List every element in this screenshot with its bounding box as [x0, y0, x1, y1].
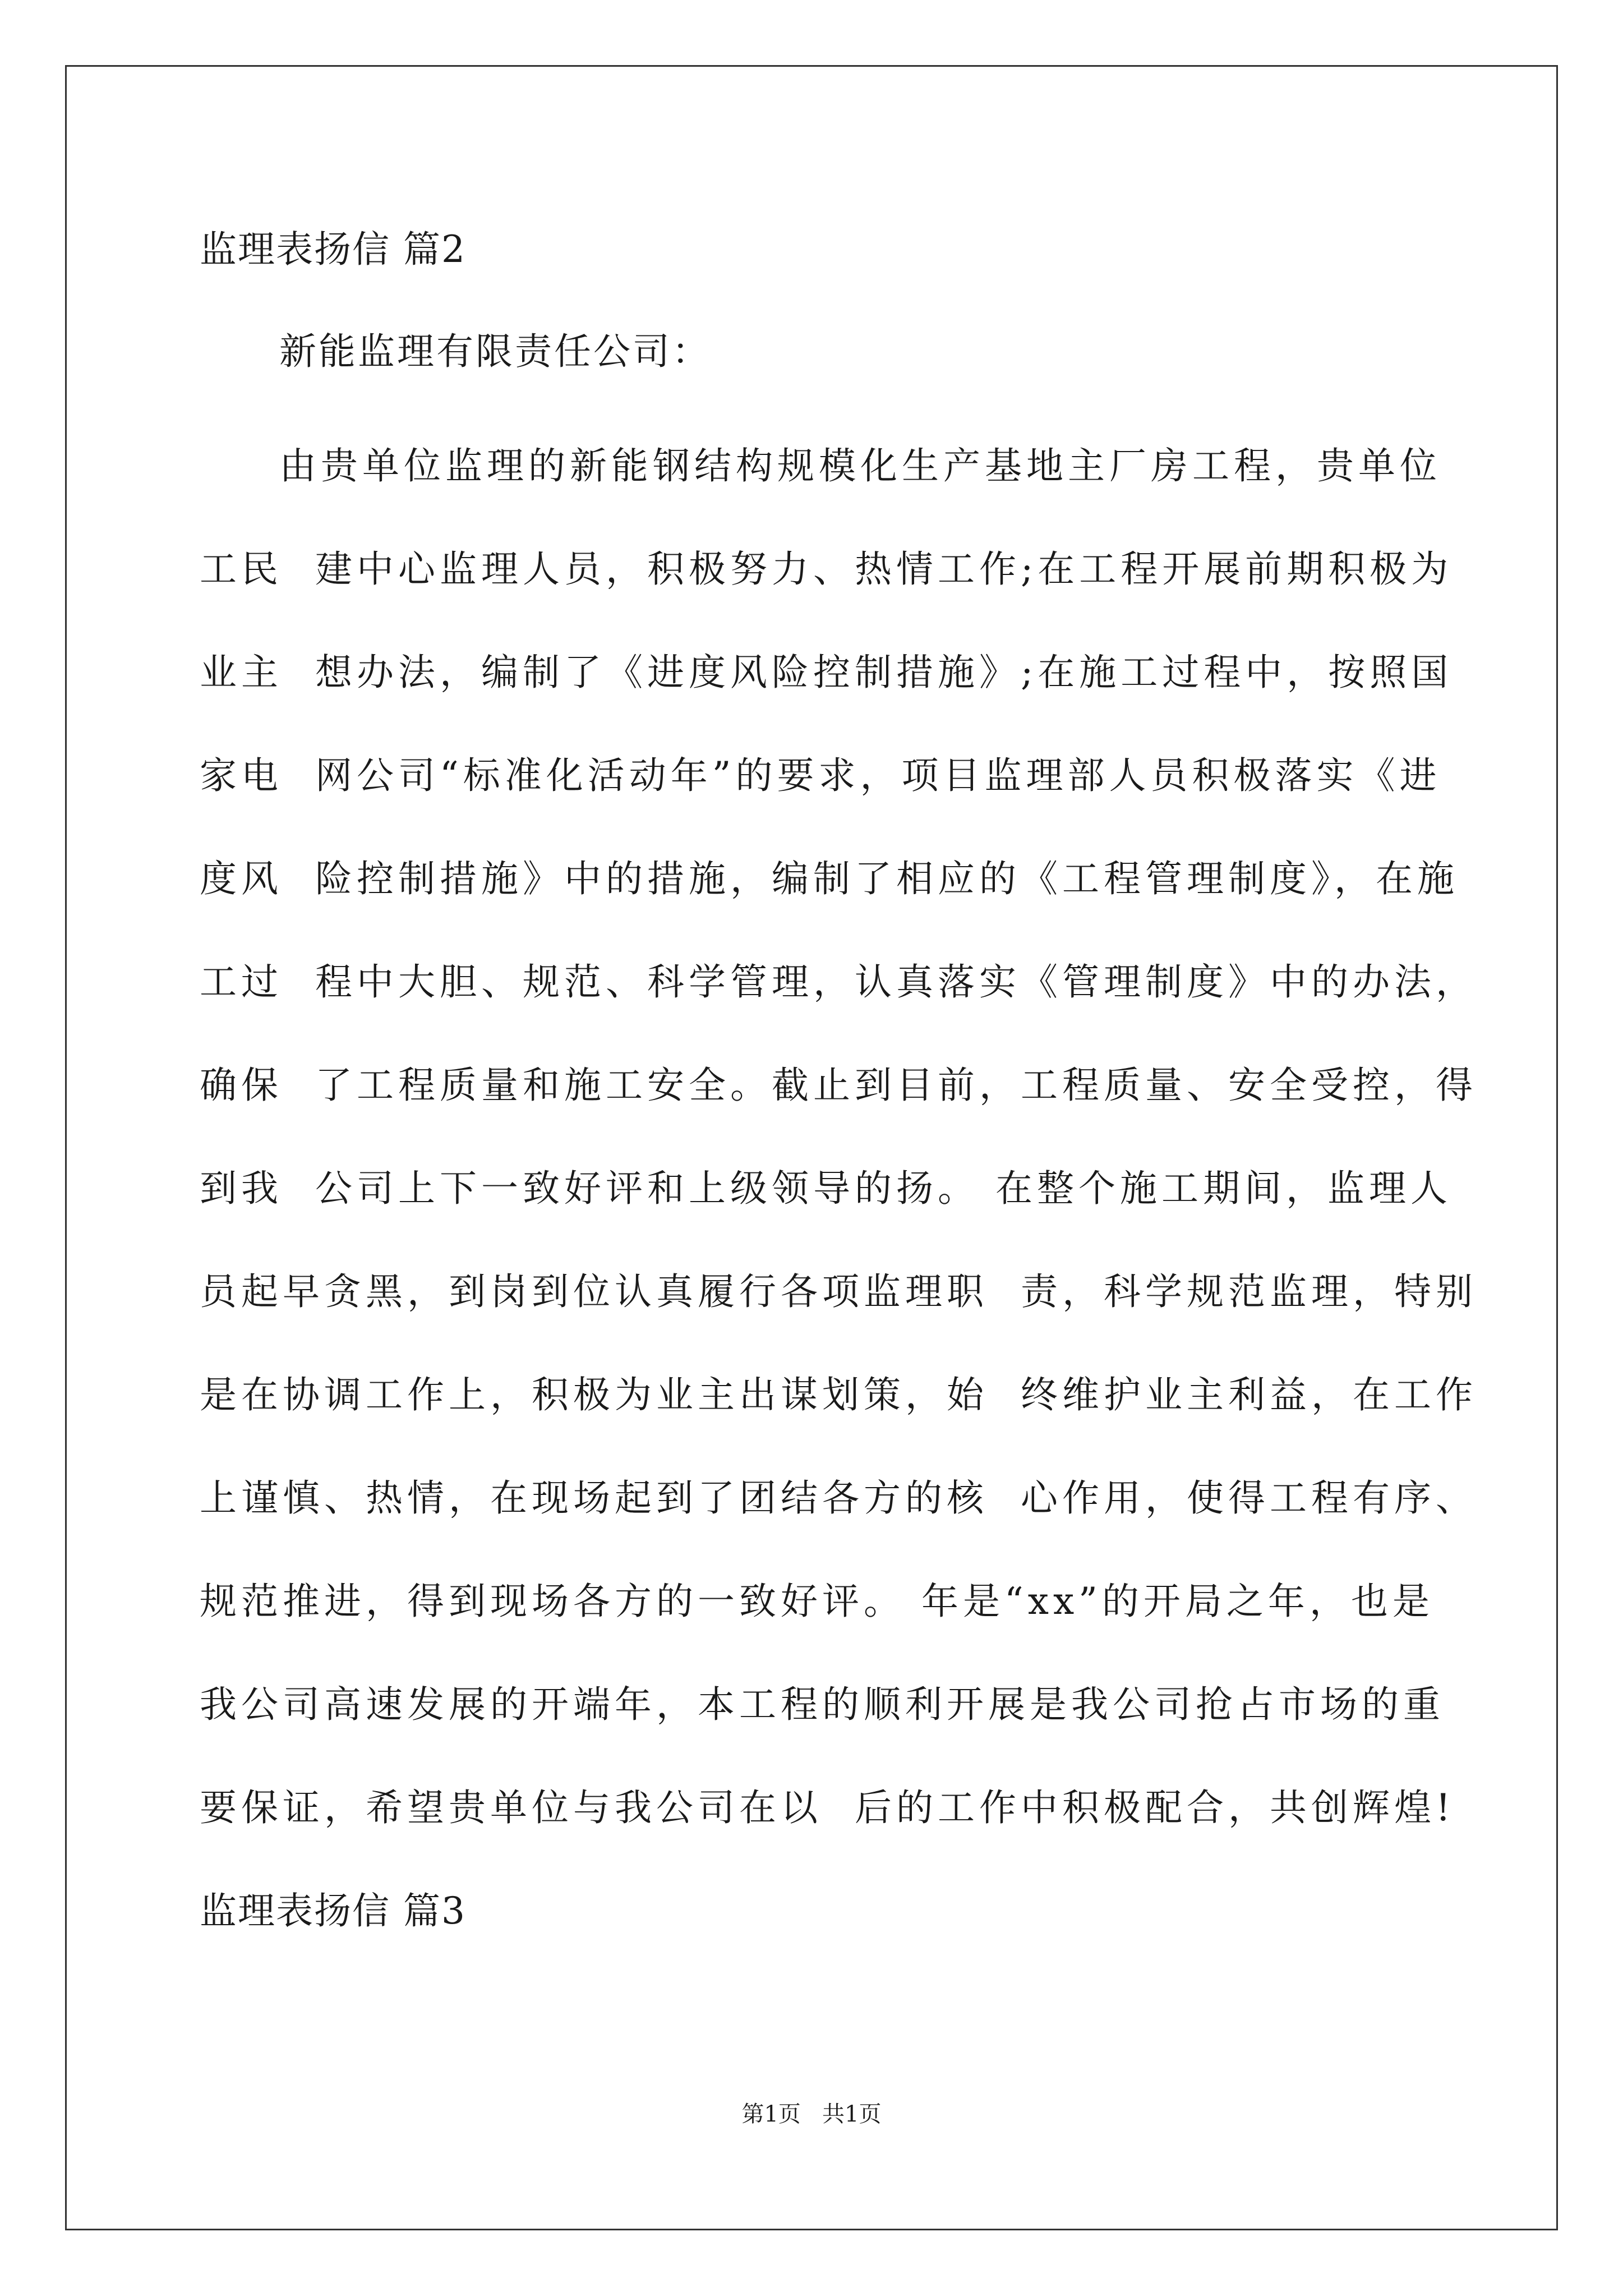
salutation: 新能监理有限责任公司： [279, 330, 711, 373]
body-line-11: 上谨慎、热情，在现场起到了团结各方的核 心作用，使得工程有序、 [200, 1476, 1477, 1520]
body-line-6: 工过 程中大胆、规范、科学管理，认真落实《管理制度》中的办法， [200, 960, 1477, 1004]
body-line-14: 要保证，希望贵单位与我公司在以 后的工作中积极配合，共创辉煌! [200, 1786, 1455, 1829]
section-heading-2: 监理表扬信 篇2 [200, 228, 466, 271]
body-line-12: 规范推进，得到现场各方的一致好评。 年是“xx”的开局之年，也是 [200, 1580, 1434, 1623]
body-line-1: 由贵单位监理的新能钢结构规模化生产基地主厂房工程，贵单位 [279, 444, 1441, 487]
page-footer: 第1页 共1页 [741, 2101, 882, 2127]
section-heading-3: 监理表扬信 篇3 [200, 1889, 466, 1932]
body-line-10: 是在协调工作上，积极为业主出谋划策，始 终维护业主利益，在工作 [200, 1373, 1477, 1416]
body-line-5: 度风 险控制措施》中的措施，编制了相应的《工程管理制度》，在施 [200, 857, 1459, 900]
body-line-3: 业主 想办法，编制了《进度风险控制措施》;在施工过程中，按照国 [200, 651, 1453, 694]
body-line-9: 员起早贪黑，到岗到位认真履行各项监理职 责，科学规范监理，特别 [200, 1270, 1477, 1313]
body-line-8: 到我 公司上下一致好评和上级领导的扬。 在整个施工期间，监理人 [200, 1167, 1452, 1210]
body-line-4: 家电 网公司“标准化活动年”的要求，项目监理部人员积极落实《进 [200, 754, 1441, 797]
body-line-2: 工民 建中心监理人员，积极努力、热情工作;在工程开展前期积极为 [200, 547, 1453, 591]
body-line-7: 确保 了工程质量和施工安全。截止到目前，工程质量、安全受控，得 [200, 1064, 1477, 1107]
body-line-13: 我公司高速发展的开端年，本工程的顺利开展是我公司抢占市场的重 [200, 1683, 1445, 1726]
